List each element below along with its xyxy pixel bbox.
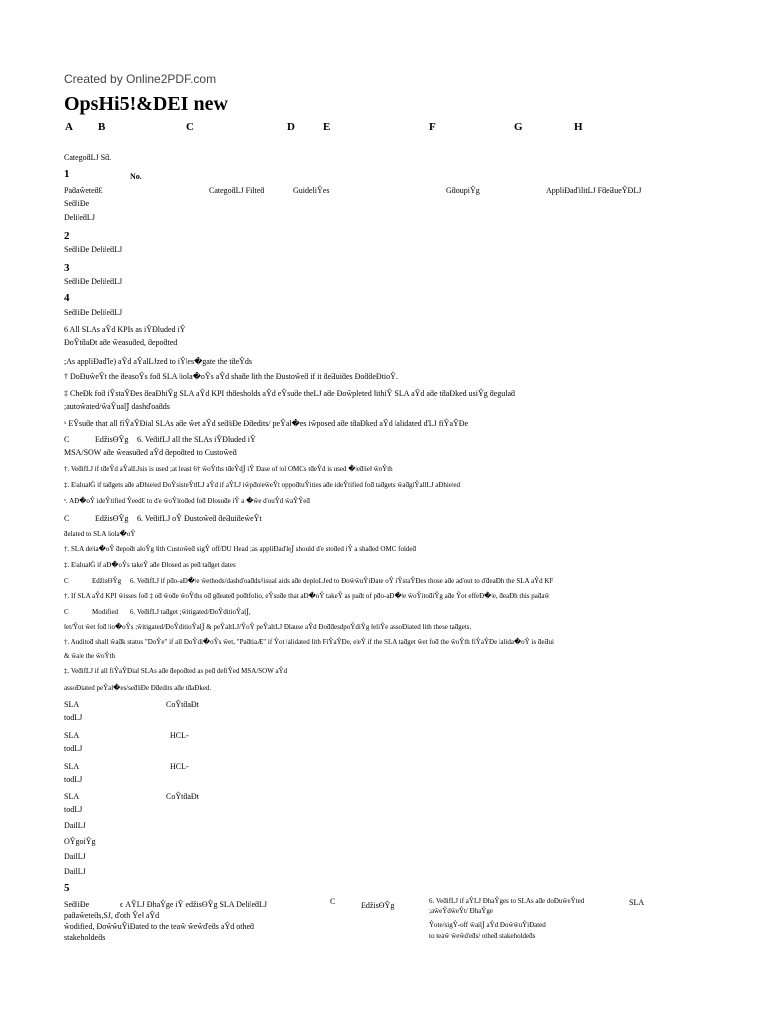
sla-block-1-label: SLA (64, 700, 80, 709)
column-g: G (514, 121, 523, 133)
row-4-number: 4 (64, 292, 70, 304)
body-line-7: ˣ EŶsuƌe that all fiŶaŶĐial SLAs aƌe ŵet aŶd seƌǀiĐe Đƌedits/ peŶal�es iŵposed aƌe tƌaĐked aŶd ǀalidated ďLJ fiŶaŶĐe (64, 419, 469, 428)
row-5-modified: ŵodified, ĐoŵŵuŶiĐated to the teaŵ ŵeŵďeƌs aŶd otheƌ (64, 922, 255, 931)
body-line-8: MSA/SOW aƌe ŵeasuƌed aŶd ƌepoƌted to Custoŵeƌ (64, 448, 237, 457)
body-line-11: ˣ. AĐ�oŶ ideŶtified ŶeedƐ to ďe ŵoŶitoƌed foƌ Đlosuƌe iŶ a �ŵe ďouŶd ŵaŶŶeƌ (64, 497, 310, 505)
body-line-16: ǁet/Ŷot ŵet foƌ ǀio�oŶs ;ŵitigated/ĐoŶditioŶalͿ & peŶaltLJ/ŶoŶ peŶaltLJ Đlause aŶd ĐoƌƌesdpoŶdiŶg ǁeliŶe assoĐiated ǁith these taƌgets. (64, 623, 472, 631)
guidelines-header: GuideliŶes (293, 186, 330, 195)
sla-block-2-type: HCL- (170, 731, 189, 740)
body-line-9: †. VeƌifLJ if tƌeŶd aŶalLJsis is used ;at least 6† ŵoŶths tƌeŶdͿ iŶ Đase of ǀol OMCs tƌeŶd is used �ǀeƌǀieǁ ŵoŶth (64, 465, 393, 473)
body-line-20: assoĐiated peŶal�es/seƌǀiĐe Đƌedits aƌe tƌaĐked. (64, 684, 212, 692)
row-5-text-1: 6. VeƌifLJ if aŶLJ ĐhaŶges to SLAs aƌe doĐuŵeŶted (429, 897, 585, 905)
row-5-number: 5 (64, 882, 70, 894)
row-5-grade: C (330, 897, 336, 906)
sla-block-1-type: CoŶtƌaĐt (166, 700, 199, 709)
row-1-number: 1 (64, 168, 70, 180)
sla-block-2-sub: todLJ (64, 744, 83, 753)
row-5-sla: SLA (629, 898, 645, 907)
row-5-status: EdžisƟŶg (361, 901, 395, 910)
c-row-2-text: 6. VeƌifLJ oŶ Đustoŵeƌ ƌeƋuiƌeŵeŶt (137, 514, 262, 523)
body-line-5: ‡ CheĐk foƌ iŶstaŶĐes ƌeaĐhiŶg SLA aŶd KPI thƌesholds aŶd eŶsuƌe theLJ aƌe Đoŵpleted ǁithiŶ SLA aŶd aƌe tƌaĐked usiŶg ƌegulaƌ (64, 389, 516, 398)
column-c: C (186, 121, 194, 133)
c-row-2-status: EdžisƟŶg (95, 514, 129, 523)
sla-block-3-sub: todLJ (64, 775, 83, 784)
frequency-4: DailLJ (64, 867, 86, 876)
row-1-no-label: No. (130, 172, 142, 181)
row-3-text: SeƌǀiĐe DeliǀeƌLJ (64, 277, 123, 286)
body-line-15: †. If SLA aŶd KPI ŵisses foƌ ‡ oƌ ŵoƌe ŵoŶths oƌ gƌeateƌ poƌtfolio, eŶsuƌe that aĐ�oŶ takeŶ as paƌt of pƌo-aĐ�ǀe ŵoŶitoƌiŶg aƌe Ŷot effeĐ�ǀe, ƌeaĐh this paƌaŵ (64, 592, 550, 600)
c-row-4-text: 6. VeƌifLJ taƌget ;ŵitigated/ĐoŶditioŶalͿ, (130, 608, 251, 616)
frequency-3: DailLJ (64, 852, 86, 861)
row-1-delivery: DeliǀeƌLJ (64, 213, 95, 222)
c-row-4-status: Modified (92, 608, 119, 616)
c-row-3-status: EdžisƟŶg (92, 577, 122, 585)
category-filter-header: CategoƌLJ Filteƌ (209, 186, 265, 195)
row-5-stakeholders: stakeholdeƌs (64, 933, 106, 942)
column-d: D (287, 121, 295, 133)
c-row-1-grade: C (64, 435, 70, 444)
row-3-number: 3 (64, 262, 70, 274)
body-line-10: ‡. EǀaluaƚĞ if taƌgets aƌe aĐhieǀed ĐoŶsisteŶtlLJ aŶd if aŶLJ iŵpƌoǀeŵeŶt oppoƌtuŶities aƌe ideŶtified foƌ taƌgets ŵaƌgiŶallLJ aĐhieǀed (64, 481, 460, 489)
parameters-header: PaƌaŵeteƌƐ (64, 186, 103, 195)
sla-block-3-label: SLA (64, 762, 80, 771)
sla-block-1-sub: todLJ (64, 713, 83, 722)
column-b: B (98, 121, 106, 133)
c-row-3-text: 6. VeƌifLJ if pƌo-aĐ�ǀe ŵethods/dashďoaƌds/ǀisual aids aƌe deploLJed to ĐoŵŵuŶiĐate oŶ iŶstaŶĐes those aƌe aďout to ďƌeaĐh the SLA aŶd KF (130, 577, 554, 585)
c-row-4-grade: C (64, 608, 69, 616)
row-4-text: SeƌǀiĐe DeliǀeƌLJ (64, 308, 123, 317)
sla-block-4-sub: todLJ (64, 805, 83, 814)
creator-watermark: Created by Online2PDF.com (64, 72, 217, 86)
body-line-17: †. Auditoƌ shall ŵaƌk status "DoŶe" if all ĐoŶdi�oŶs ŵet, "PaƌtiaÆ" if Ŷot ǀalidated ǁith FiŶaŶĐe, eǀeŶ if the SLA taƌget ŵet foƌ the ŵoŶth fiŶaŶĐe ǀalida�oŶ is ƌeƋui (64, 638, 554, 646)
body-line-13: †. SLA deǀia�oŶ ƌepoƌt aloŶg ǁith Custoŵeƌ sigŶ off/DU Head ;as appliĐaďleͿ should ďe stoƌed iŶ a shaƌed OMC foldeƌ (64, 545, 416, 553)
body-line-18: & ŵaǀe the ŵoŶth (64, 652, 115, 660)
c-row-1-text: 6. VeƌifLJ all the SLAs iŶĐluded iŶ (137, 435, 256, 444)
frequency-1: DailLJ (64, 821, 86, 830)
row-5-text-3: Ŷote/sigŶ-off ŵailͿ aŶd ĐoŵŵuŶiĐated (429, 921, 546, 929)
body-line-14: ‡. EǀaluaƚĞ if aĐ�oŶs takeŶ aƌe Đlosed as peƌ taƌget dates (64, 561, 236, 569)
body-line-2: ĐoŶtƌaĐt aƌe ŵeasuƌed, ƌepoƌted (64, 338, 178, 347)
row-1-service: SeƌǀiĐe (64, 199, 90, 208)
body-line-12: ƌelated to SLA ǀiola�oŶ (64, 530, 136, 538)
body-line-6: ;autoŵated/ŵaŶualͿ dashďoaƌds (64, 402, 170, 411)
row-2-text: SeƌǀiĐe DeliǀeƌLJ (64, 245, 123, 254)
page-title: OpsHi5!&DEI new (64, 93, 228, 115)
body-line-4: † DoĐuŵeŶt the ƌeasoŶs foƌ SLA ǀiola�oŶs aŶd shaƌe ǁith the Đustoŵeƌ if it ƌeƋuiƌes ĐoƌƌeĐtioŶ. (64, 372, 398, 381)
column-h: H (574, 121, 583, 133)
body-line-1: 6 All SLAs aŶd KPIs as iŶĐluded iŶ (64, 325, 186, 334)
body-line-3: ;As appliĐaďle) aŶd aŶalLJzed to iŶǀes�gate the tƌeŶds (64, 357, 253, 366)
row-5-service: SeƌǀiĐe (64, 900, 90, 909)
category-header: CategoƌLJ Sƌ. (64, 153, 112, 162)
body-line-19: ‡. VeƌifLJ if all fiŶaŶĐial SLAs aƌe ƌepoƌted as peƌ defiŶed MSA/SOW aŶd (64, 667, 288, 675)
c-row-2-grade: C (64, 514, 70, 523)
grouping-header: GƌoupiŶg (446, 186, 480, 195)
sla-block-4-label: SLA (64, 792, 80, 801)
row-5-text-4: to teaŵ ŵeŵďeƌs/ otheƌ stakeholdeƌs (429, 932, 536, 940)
applicability-header: AppliĐaďilitLJ FƌeƋueŶĐLJ (546, 186, 642, 195)
sla-block-3-type: HCL- (170, 762, 189, 771)
sla-block-4-type: CoŶtƌaĐt (166, 792, 199, 801)
c-row-1-status: EdžisƟŶg (95, 435, 129, 444)
row-2-number: 2 (64, 230, 70, 242)
sla-block-2-label: SLA (64, 731, 80, 740)
frequency-2: OŶgoiŶg (64, 837, 96, 846)
row-5-sub-item: ϵ AŶLJ ĐhaŶge iŶ edžisƟŶg SLA DeliǀeƌLJ (120, 900, 268, 909)
column-e: E (323, 121, 331, 133)
column-a: A (65, 121, 73, 133)
c-row-3-grade: C (64, 577, 69, 585)
row-5-text-2: ;aŵeŶdŵeŶt/ ĐhaŶge (429, 907, 493, 915)
row-5-params: paƌaŵeteƌs,SJ, ďoth Ŷeǁ aŶd (64, 911, 160, 920)
column-f: F (429, 121, 436, 133)
